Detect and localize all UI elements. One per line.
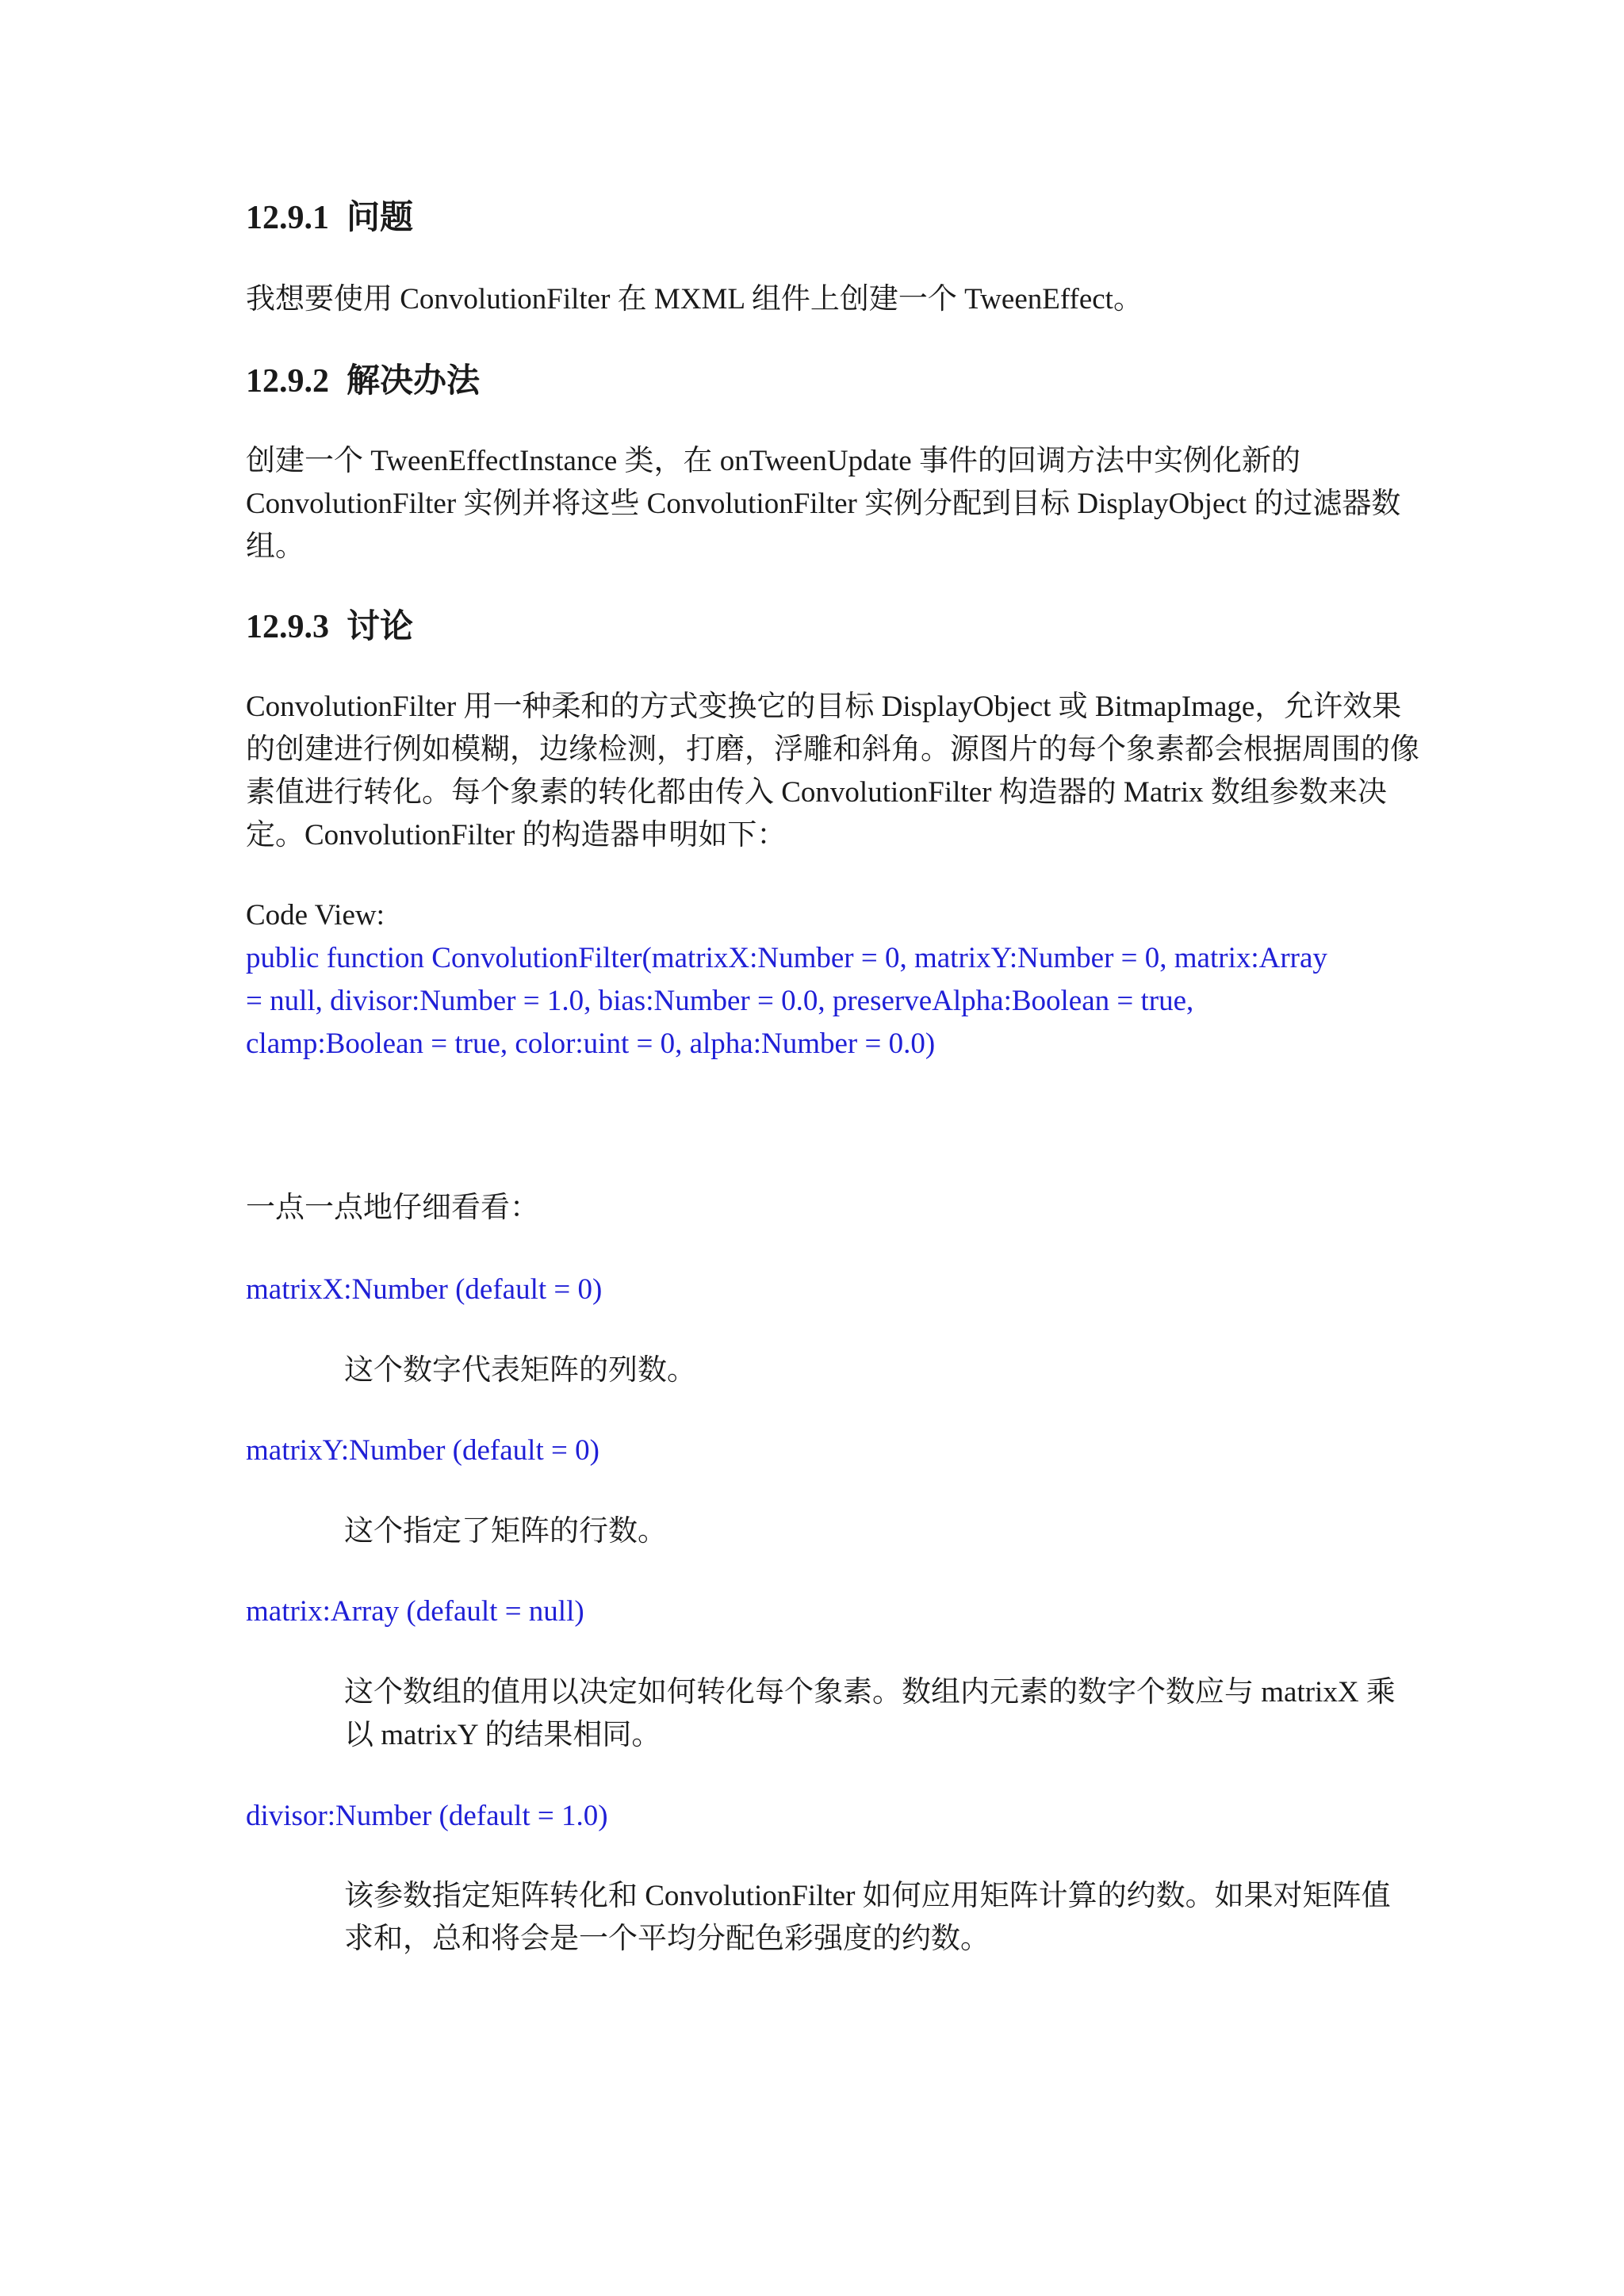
- problem-body: 我想要使用 ConvolutionFilter 在 MXML 组件上创建一个 TweenEffect。: [246, 283, 1143, 316]
- heading-problem-title: 问题: [347, 200, 414, 236]
- param-signature-matrixx: matrixX:Number (default = 0): [246, 1273, 603, 1306]
- param-description-line: 以 matrixY 的结果相同。: [344, 1719, 661, 1751]
- discussion-body-line: 定。ConvolutionFilter 的构造器申明如下：: [246, 819, 787, 851]
- param-description-matrixy: [344, 1510, 667, 1553]
- param-description-line: 这个指定了矩阵的行数。: [344, 1515, 667, 1548]
- heading-solution-title: 解决办法: [347, 363, 481, 400]
- param-description-line: 这个数字代表矩阵的列数。: [344, 1354, 696, 1387]
- param-description-line: 求和，总和将会是一个平均分配色彩强度的约数。: [344, 1923, 990, 1955]
- param-description-matrix: [344, 1671, 1396, 1757]
- heading-discussion: [246, 603, 413, 651]
- code-view-label: Code View:: [246, 899, 385, 932]
- solution-body: [246, 440, 1400, 568]
- solution-body-line: 组。: [246, 530, 304, 563]
- discussion-body: [246, 686, 1419, 857]
- heading-problem-number: 12.9.1: [246, 200, 329, 236]
- param-signature-matrixy: matrixY:Number (default = 0): [246, 1434, 599, 1467]
- discussion-body-line: 素值进行转化。每个象素的转化都由传入 ConvolutionFilter 构造器的 Matrix 数组参数来决: [246, 776, 1387, 809]
- code-line: = null, divisor:Number = 1.0, bias:Number = 0.0, preserveAlpha:Boolean = true,: [246, 985, 1194, 1017]
- code-line: clamp:Boolean = true, color:uint = 0, alpha:Number = 0.0): [246, 1027, 936, 1060]
- discussion-body-line: ConvolutionFilter 用一种柔和的方式变换它的目标 DisplayObject 或 BitmapImage，允许效果: [246, 691, 1402, 723]
- params-intro: 一点一点地仔细看看：: [246, 1192, 539, 1224]
- param-description-line: 该参数指定矩阵转化和 ConvolutionFilter 如何应用矩阵计算的约数。如果对矩阵值: [344, 1880, 1391, 1912]
- heading-discussion-number: 12.9.3: [246, 609, 329, 645]
- solution-body-line: 创建一个 TweenEffectInstance 类，在 onTweenUpdate 事件的回调方法中实例化新的: [246, 445, 1300, 477]
- discussion-body-line: 的创建进行例如模糊，边缘检测，打磨，浮雕和斜角。源图片的每个象素都会根据周围的像: [246, 733, 1419, 766]
- heading-discussion-title: 讨论: [347, 609, 414, 645]
- heading-solution-number: 12.9.2: [246, 363, 329, 400]
- param-description-line: 这个数组的值用以决定如何转化每个象素。数组内元素的数字个数应与 matrixX 乘: [344, 1676, 1396, 1709]
- heading-solution: [246, 358, 480, 405]
- param-description-matrixx: [344, 1349, 696, 1392]
- solution-body-line: ConvolutionFilter 实例并将这些 ConvolutionFilter 实例分配到目标 DisplayObject 的过滤器数: [246, 488, 1401, 520]
- param-signature-matrix: matrix:Array (default = null): [246, 1595, 584, 1628]
- param-signature-divisor: divisor:Number (default = 1.0): [246, 1800, 608, 1832]
- code-block: [246, 937, 1327, 1066]
- heading-problem: [246, 194, 413, 242]
- code-line: public function ConvolutionFilter(matrixX:Number = 0, matrixY:Number = 0, matrix:Array: [246, 942, 1327, 974]
- param-description-divisor: [344, 1875, 1391, 1961]
